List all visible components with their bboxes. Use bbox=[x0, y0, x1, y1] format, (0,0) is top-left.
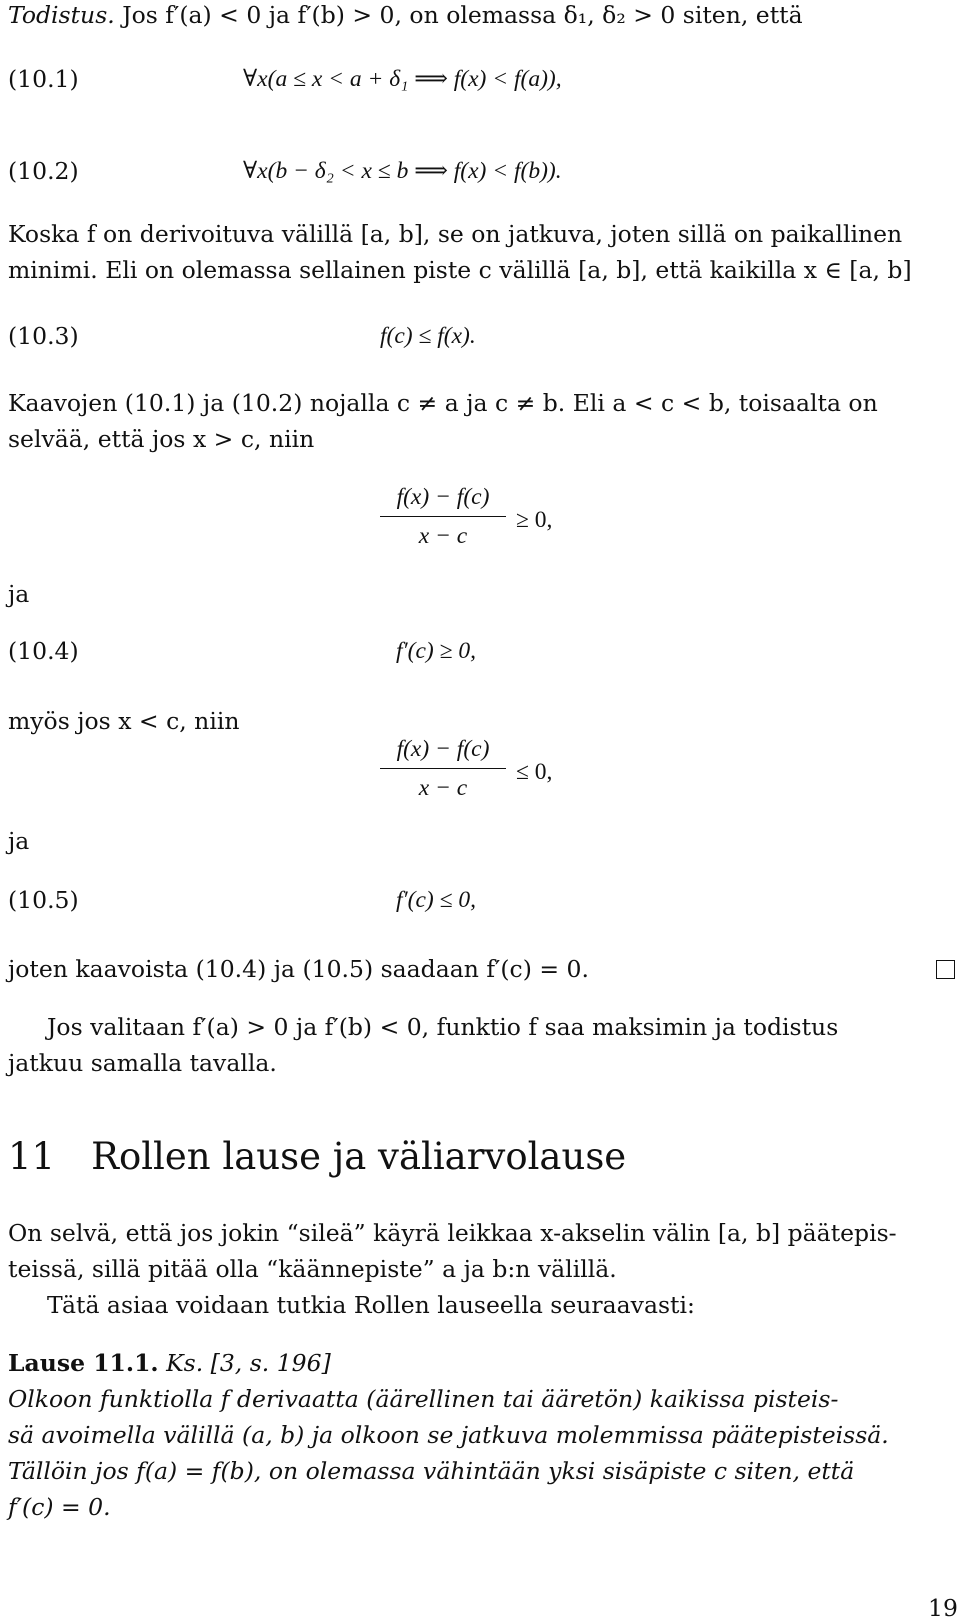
fraction-2-denominator: x − c bbox=[418, 774, 468, 801]
page-number: 19 bbox=[928, 1594, 958, 1622]
proof-label: Todistus. bbox=[8, 1, 115, 29]
eq-10-5-tag: (10.5) bbox=[8, 886, 79, 914]
proof-para2-line1: Kaavojen (10.1) ja (10.2) nojalla c ≠ a ja c ≠ b. Eli a < c < b, toisaalta on bbox=[8, 389, 878, 417]
fraction-2-bar bbox=[380, 768, 506, 769]
theorem-line3: Tällöin jos f(a) = f(b), on olemassa vähintään yksi sisäpiste c siten, että bbox=[8, 1457, 855, 1485]
eq-10-4-formula: f′(c) ≥ 0, bbox=[396, 638, 477, 664]
theorem-reference: Ks. [3, s. 196] bbox=[158, 1349, 331, 1377]
qed-square-icon bbox=[936, 960, 955, 979]
eq-10-1-formula: ∀x(a ≤ x < a + δ₁ ⟹ f(x) < f(a)), bbox=[243, 66, 562, 92]
remark-line1: Jos valitaan f′(a) > 0 ja f′(b) < 0, funktio f saa maksimin ja todistus bbox=[47, 1013, 839, 1041]
eq-10-5-formula: f′(c) ≤ 0, bbox=[396, 887, 477, 913]
proof-intro-text: Jos f′(a) < 0 ja f′(b) > 0, on olemassa δ₁, δ₂ > 0 siten, että bbox=[114, 1, 803, 29]
theorem-label: Lause 11.1. bbox=[8, 1349, 159, 1377]
section-para1-line1: On selvä, että jos jokin “sileä” käyrä leikkaa x-akselin välin [a, b] päätepis- bbox=[8, 1219, 897, 1247]
fraction-1-bar bbox=[380, 516, 506, 517]
section-title: Rollen lause ja väliarvolause bbox=[91, 1135, 627, 1178]
theorem-heading bbox=[8, 1349, 331, 1377]
myos-line: myös jos x < c, niin bbox=[8, 707, 240, 735]
proof-intro bbox=[8, 1, 803, 29]
fraction-1-numerator: f(x) − f(c) bbox=[396, 484, 490, 510]
fraction-2-relation: ≤ 0, bbox=[516, 759, 553, 785]
eq-10-2-formula: ∀x(b − δ₂ < x ≤ b ⟹ f(x) < f(b)). bbox=[243, 158, 562, 184]
section-para1-line2: teissä, sillä pitää olla “käännepiste” a ja b:n välillä. bbox=[8, 1255, 617, 1283]
fraction-1-relation: ≥ 0, bbox=[516, 507, 553, 533]
fraction-2-numerator: f(x) − f(c) bbox=[396, 736, 490, 762]
fraction-2 bbox=[380, 738, 506, 800]
proof-para1-line1: Koska f on derivoituva välillä [a, b], se on jatkuva, joten sillä on paikallinen bbox=[8, 220, 903, 248]
section-para2: Tätä asiaa voidaan tutkia Rollen lauseella seuraavasti: bbox=[47, 1291, 695, 1319]
remark-line2: jatkuu samalla tavalla. bbox=[8, 1049, 277, 1077]
theorem-line4: f′(c) = 0. bbox=[8, 1493, 111, 1521]
eq-10-2-tag: (10.2) bbox=[8, 157, 79, 185]
ja-1: ja bbox=[8, 580, 30, 608]
eq-10-3-formula: f(c) ≤ f(x). bbox=[380, 323, 476, 349]
eq-10-1-tag: (10.1) bbox=[8, 65, 79, 93]
fraction-1 bbox=[380, 486, 506, 548]
eq-10-3-tag: (10.3) bbox=[8, 322, 79, 350]
theorem-line2: sä avoimella välillä (a, b) ja olkoon se jatkuva molemmissa päätepisteissä. bbox=[8, 1421, 889, 1449]
ja-2: ja bbox=[8, 827, 30, 855]
section-number: 11 bbox=[8, 1135, 56, 1178]
eq-10-4-tag: (10.4) bbox=[8, 637, 79, 665]
proof-para1-line2: minimi. Eli on olemassa sellainen piste c välillä [a, b], että kaikilla x ∈ [a, b] bbox=[8, 256, 912, 284]
proof-para2-line2: selvää, että jos x > c, niin bbox=[8, 425, 315, 453]
theorem-line1: Olkoon funktiolla f derivaatta (äärellinen tai ääretön) kaikissa pisteis- bbox=[8, 1385, 839, 1413]
section-heading bbox=[8, 1135, 627, 1178]
proof-conclusion: joten kaavoista (10.4) ja (10.5) saadaan f′(c) = 0. bbox=[8, 955, 589, 983]
fraction-1-denominator: x − c bbox=[418, 522, 468, 549]
